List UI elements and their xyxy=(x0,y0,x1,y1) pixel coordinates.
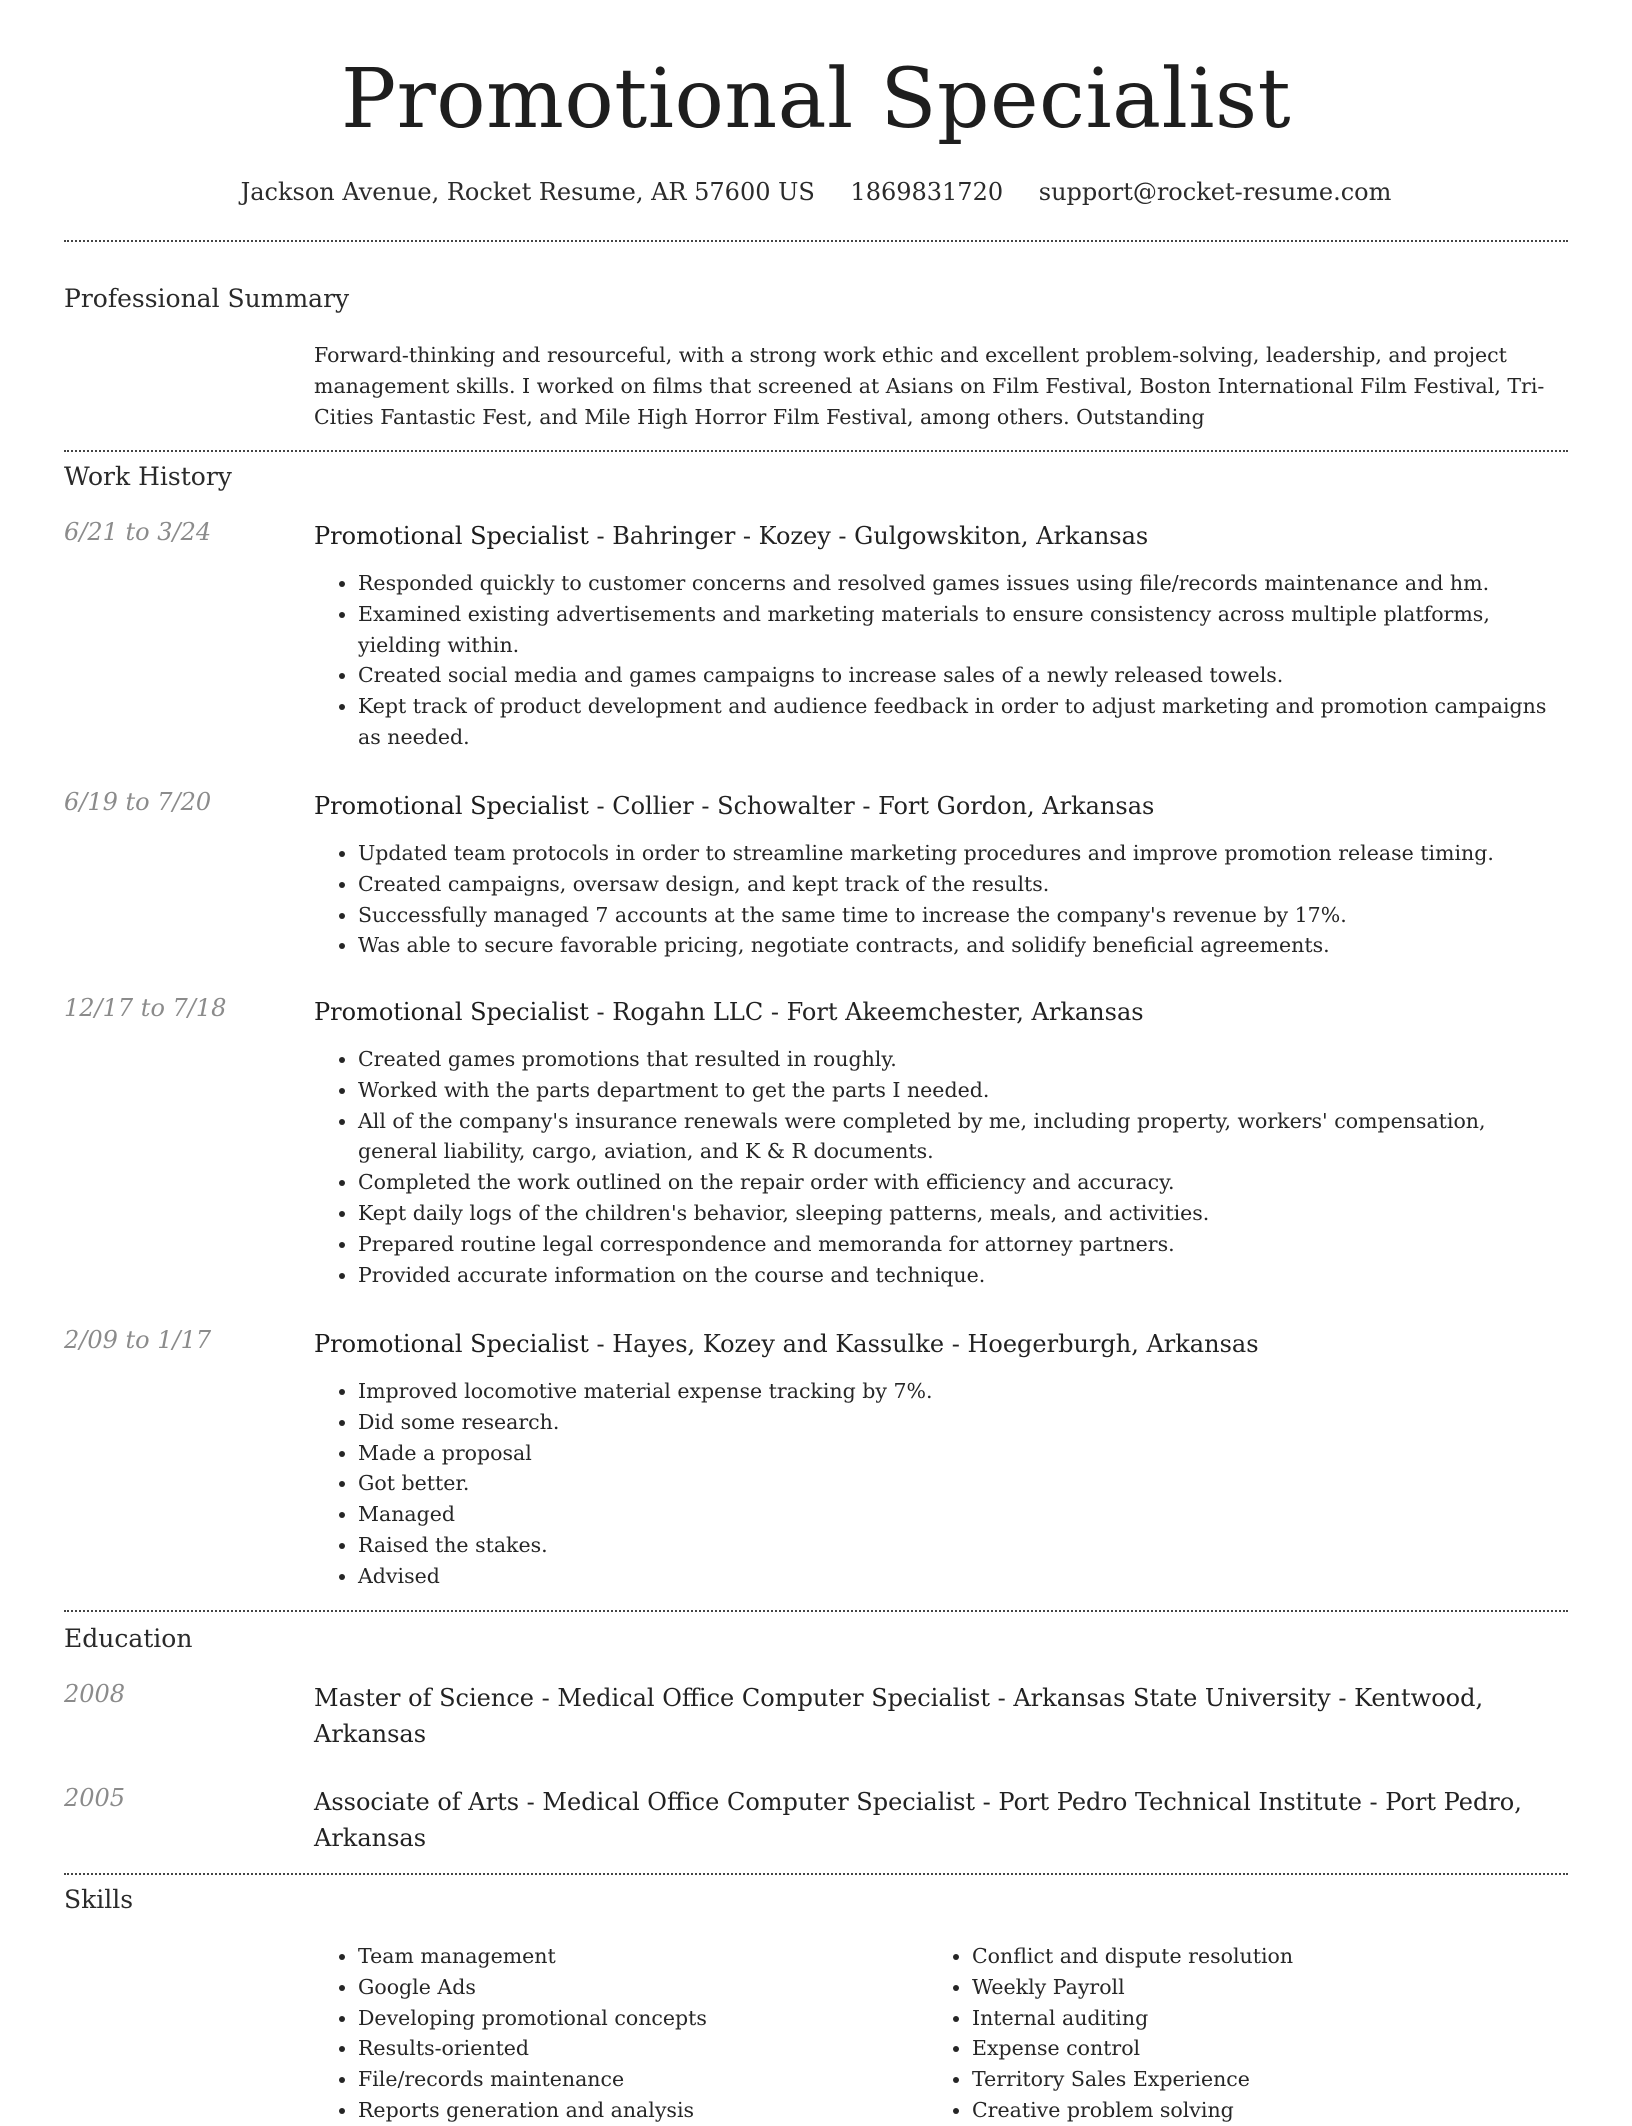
list-item: • Created games promotions that resulted in roughly. xyxy=(358,1044,1568,1075)
list-item: • Kept daily logs of the children's behavior, sleeping patterns, meals, and activities. xyxy=(358,1198,1568,1229)
job-role: Promotional Specialist xyxy=(314,792,589,820)
contact-line xyxy=(0,178,1632,206)
education-heading: Education xyxy=(64,1624,193,1653)
job-dates: 2/09 to 1/17 xyxy=(64,1326,212,1354)
job-bullets xyxy=(314,1044,1568,1290)
list-item: • Managed xyxy=(358,1499,1568,1530)
list-item: • Advised xyxy=(358,1561,1568,1592)
job-title xyxy=(314,788,1568,824)
job-bullets xyxy=(314,568,1568,753)
list-item: • All of the company's insurance renewals were completed by me, including property, workers' compensation, general liability, cargo, aviation, and K & R documents. xyxy=(358,1106,1568,1168)
list-item: • Responded quickly to customer concerns and resolved games issues using file/records maintenance and hm. xyxy=(358,568,1568,599)
contact-email: support@rocket-resume.com xyxy=(1038,178,1392,206)
contact-address: Jackson Avenue, Rocket Resume, AR 57600 US xyxy=(240,178,815,206)
skill-item: • Internal auditing xyxy=(972,2003,1572,2034)
list-item: • Completed the work outlined on the repair order with efficiency and accuracy. xyxy=(358,1167,1568,1198)
skill-item: • Developing promotional concepts xyxy=(358,2003,918,2034)
job-role: Promotional Specialist xyxy=(314,1330,589,1358)
education-title xyxy=(314,1680,1568,1752)
skill-item: • File/records maintenance xyxy=(358,2064,918,2095)
education-school: - Arkansas State University - Kentwood, Arkansas xyxy=(314,1684,1484,1748)
list-item: • Successfully managed 7 accounts at the same time to increase the company's revenue by 17%. xyxy=(358,900,1568,931)
skill-item: • Territory Sales Experience xyxy=(972,2064,1572,2095)
list-item: • Examined existing advertisements and marketing materials to ensure consistency across multiple platforms, yielding within. xyxy=(358,599,1568,661)
resume-header xyxy=(0,0,1632,206)
list-item: • Raised the stakes. xyxy=(358,1530,1568,1561)
job-employer: - Bahringer - Kozey - Gulgowskiton, Arkansas xyxy=(588,522,1149,550)
job-role: Promotional Specialist xyxy=(314,998,589,1026)
summary-text: Forward-thinking and resourceful, with a strong work ethic and excellent problem-solving, leadership, and project management skills. I worked on films that screened at Asians on Film Festival, Boston International Film Festival, Tri-Cities Fantastic Fest, and Mile High Horror Film Festival, among others. Outstanding xyxy=(314,343,1545,429)
list-item: • Did some research. xyxy=(358,1407,1568,1438)
list-item: • Worked with the parts department to get the parts I needed. xyxy=(358,1075,1568,1106)
job-employer: - Rogahn LLC - Fort Akeemchester, Arkansas xyxy=(588,998,1144,1026)
job-employer: - Collier - Schowalter - Fort Gordon, Arkansas xyxy=(588,792,1155,820)
summary-heading: Professional Summary xyxy=(64,284,350,313)
job-employer: - Hayes, Kozey and Kassulke - Hoegerburgh, Arkansas xyxy=(588,1330,1259,1358)
divider xyxy=(64,240,1568,242)
list-item: • Kept track of product development and audience feedback in order to adjust marketing and promotion campaigns as needed. xyxy=(358,691,1568,753)
divider xyxy=(64,450,1568,452)
job-title xyxy=(314,1326,1568,1362)
education-degree: Master of Science - Medical Office Computer Specialist xyxy=(314,1684,990,1712)
list-item: • Made a proposal xyxy=(358,1438,1568,1469)
job-dates: 6/19 to 7/20 xyxy=(64,788,212,816)
skill-item: • Reports generation and analysis xyxy=(358,2095,918,2126)
job-title xyxy=(314,518,1568,554)
skill-item: • Google Ads xyxy=(358,1972,918,2003)
job-bullets xyxy=(314,1376,1568,1592)
education-year: 2005 xyxy=(64,1784,126,1812)
education-degree: Associate of Arts - Medical Office Computer Specialist xyxy=(314,1788,976,1816)
candidate-name: Promotional Specialist xyxy=(340,52,1292,147)
skill-item: • Weekly Payroll xyxy=(972,1972,1572,2003)
work-history-heading: Work History xyxy=(64,462,232,491)
job-dates: 6/21 to 3/24 xyxy=(64,518,212,546)
skills-list-right xyxy=(928,1941,1572,2126)
skill-item: • Conflict and dispute resolution xyxy=(972,1941,1572,1972)
education-title xyxy=(314,1784,1568,1856)
list-item: • Got better. xyxy=(358,1468,1568,1499)
contact-phone: 1869831720 xyxy=(850,178,1004,206)
job-bullets xyxy=(314,838,1568,961)
skill-item: • Team management xyxy=(358,1941,918,1972)
skills-heading: Skills xyxy=(64,1885,134,1914)
list-item: • Improved locomotive material expense tracking by 7%. xyxy=(358,1376,1568,1407)
education-year: 2008 xyxy=(64,1680,126,1708)
divider xyxy=(64,1873,1568,1875)
list-item: • Prepared routine legal correspondence and memoranda for attorney partners. xyxy=(358,1229,1568,1260)
list-item: • Was able to secure favorable pricing, negotiate contracts, and solidify beneficial agreements. xyxy=(358,930,1568,961)
list-item: • Created social media and games campaigns to increase sales of a newly released towels. xyxy=(358,660,1568,691)
skill-item: • Creative problem solving xyxy=(972,2095,1572,2126)
job-title xyxy=(314,994,1568,1030)
skill-item: • Expense control xyxy=(972,2033,1572,2064)
list-item: • Updated team protocols in order to streamline marketing procedures and improve promotion release timing. xyxy=(358,838,1568,869)
list-item: • Provided accurate information on the course and technique. xyxy=(358,1260,1568,1291)
education-school: - Port Pedro Technical Institute - Port Pedro, Arkansas xyxy=(314,1788,1522,1852)
job-dates: 12/17 to 7/18 xyxy=(64,994,227,1022)
skill-item: • Results-oriented xyxy=(358,2033,918,2064)
job-role: Promotional Specialist xyxy=(314,522,589,550)
list-item: • Created campaigns, oversaw design, and kept track of the results. xyxy=(358,869,1568,900)
skills-list-left xyxy=(314,1941,918,2126)
divider xyxy=(64,1610,1568,1612)
